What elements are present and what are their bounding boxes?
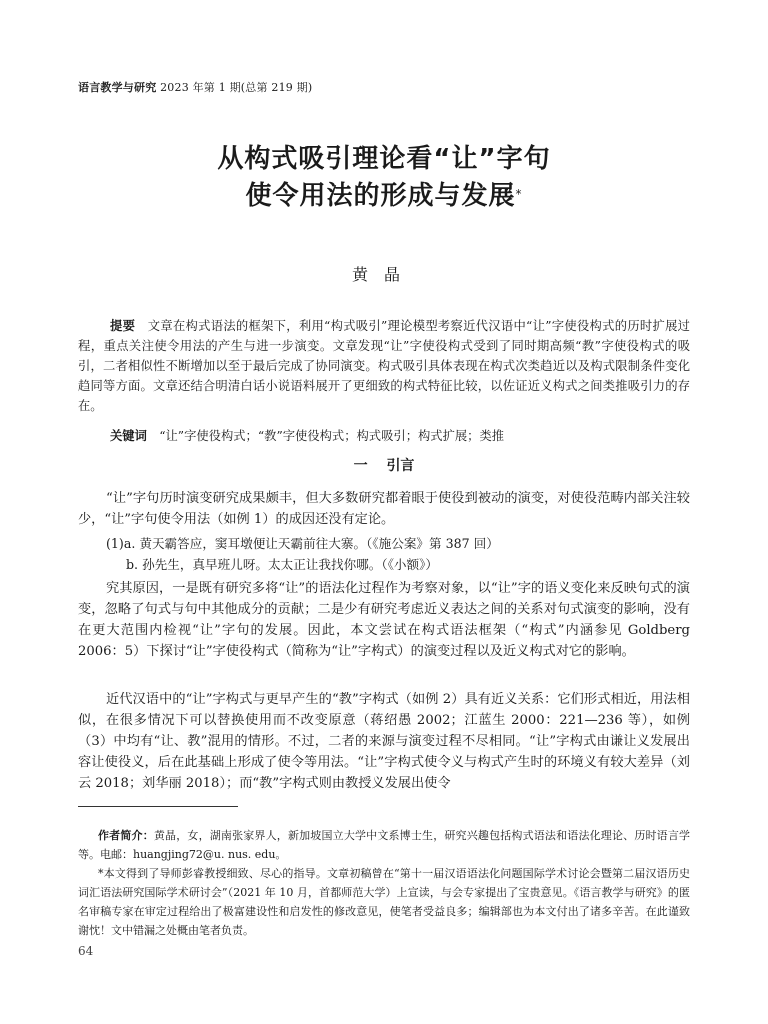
section-number: 一 bbox=[353, 458, 368, 474]
paper-title-line-1: 从构式吸引理论看“让”字句 bbox=[217, 144, 551, 174]
body-paragraph-2: 究其原因，一是既有研究多将“让”的语法化过程作为考察对象，以“让”字的语义变化来反映句式的演变，忽略了句式与句中其他成分的贡献；二是少有研究考虑近义表达之间的关系对句式演变的影响，没有在更大范围内检视“让”字句的发展。因此，本文尝试在构式语法框架（“构式”内涵参见 Goldberg 2006：5）下探讨“让”字使役构式（简称为“让”字构式）的演变过程以及近义构式对它的影响。 bbox=[78, 581, 690, 659]
footnote-funding: *本文得到了导师彭睿教授细致、尽心的指导。文章初稿曾在“第十一届汉语语法化问题国际学术讨论会暨第二届汉语历史词汇语法研究国际学术研讨会”（2021 年 10 月，首都师范大学）上宣读，与会专家提出了宝贵意见。《语言教学与研究》的匿名审稿专家在审定过程给出了极富建设性和启发性的修改意见，使笔者受益良多；编辑部也为本文付出了诸多辛苦。在此谨致谢忱！文中错漏之处概由笔者负责。 bbox=[78, 867, 690, 937]
abstract-label: 提要 bbox=[110, 319, 136, 333]
footnote-divider bbox=[78, 806, 238, 807]
example-1a: (1)a. 黄天霸答应，窦耳墩便让天霸前往大寨。（《施公案》第 387 回） bbox=[106, 536, 499, 551]
section-title: 引言 bbox=[386, 458, 415, 474]
page-number: 64 bbox=[78, 944, 94, 958]
running-head bbox=[78, 79, 312, 95]
abstract-text: 文章在构式语法的框架下，利用“构式吸引”理论模型考察近代汉语中“让”字使役构式的历时扩展过程，重点关注使令用法的产生与进一步演变。文章发现“让”字使役构式受到了同时期高频“教”字使役构式的吸引，二者相似性不断增加以至于最后完成了协同演变。构式吸引具体表现在构式次类趋近以及构式限制条件变化趋同等方面。文章还结合明清白话小说语料展开了更细致的构式特征比较，以佐证近义构式之间类推吸引力的存在。 bbox=[78, 319, 690, 413]
author-name: 黄晶 bbox=[351, 265, 416, 284]
body-paragraph-3: 近代汉语中的“让”字构式与更早产生的“教”字构式（如例 2）具有近义关系：它们形式相近，用法相似，在很多情况下可以替换使用而不改变原意（蒋绍愚 2002；江蓝生 2000：221—236 等），如例（3）中均有“让、教”混用的情形。不过，二者的来源与演变过程不尽相同。“让”字构式由谦让义发展出容让使役义，后在此基础上形成了使令等用法。“让”字构式使令义与构式产生时的环境义有较大差异（刘云 2018；刘华丽 2018）；而“教”字构式则由教授义发展出使令 bbox=[78, 692, 690, 791]
example-1b: b. 孙先生，真早班儿呀。太太正让我找你哪。（《小额》） bbox=[126, 557, 439, 572]
issue-info: 2023 年第 1 期(总第 219 期) bbox=[156, 81, 313, 94]
footnote-author-text: 黄晶，女，湖南张家界人，新加坡国立大学中文系博士生，研究兴趣包括构式语法和语法化理论、历时语言学等。电邮：huangjing72@u. nus. edu。 bbox=[78, 829, 691, 861]
section-heading bbox=[0, 455, 768, 475]
journal-name: 语言教学与研究 bbox=[78, 81, 157, 94]
paper-title-line-2 bbox=[0, 176, 768, 216]
footnote-author bbox=[78, 826, 690, 864]
abstract bbox=[78, 316, 690, 416]
paper-title-line-2-text: 使令用法的形成与发展 bbox=[245, 181, 516, 211]
keywords-label: 关键词 bbox=[110, 429, 147, 443]
keywords-text: “让”字使役构式；“教”字使役构式；构式吸引；构式扩展；类推 bbox=[146, 429, 505, 443]
keywords bbox=[78, 426, 690, 446]
title-footnote-mark: * bbox=[515, 187, 523, 201]
footnote-author-label: 作者简介： bbox=[98, 829, 154, 842]
body-paragraph-1: “让”字句历时演变研究成果颇丰，但大多数研究都着眼于使役到被动的演变，对使役范畴内部关注较少，“让”字句使令用法（如例 1）的成因还没有定论。 bbox=[78, 491, 690, 527]
